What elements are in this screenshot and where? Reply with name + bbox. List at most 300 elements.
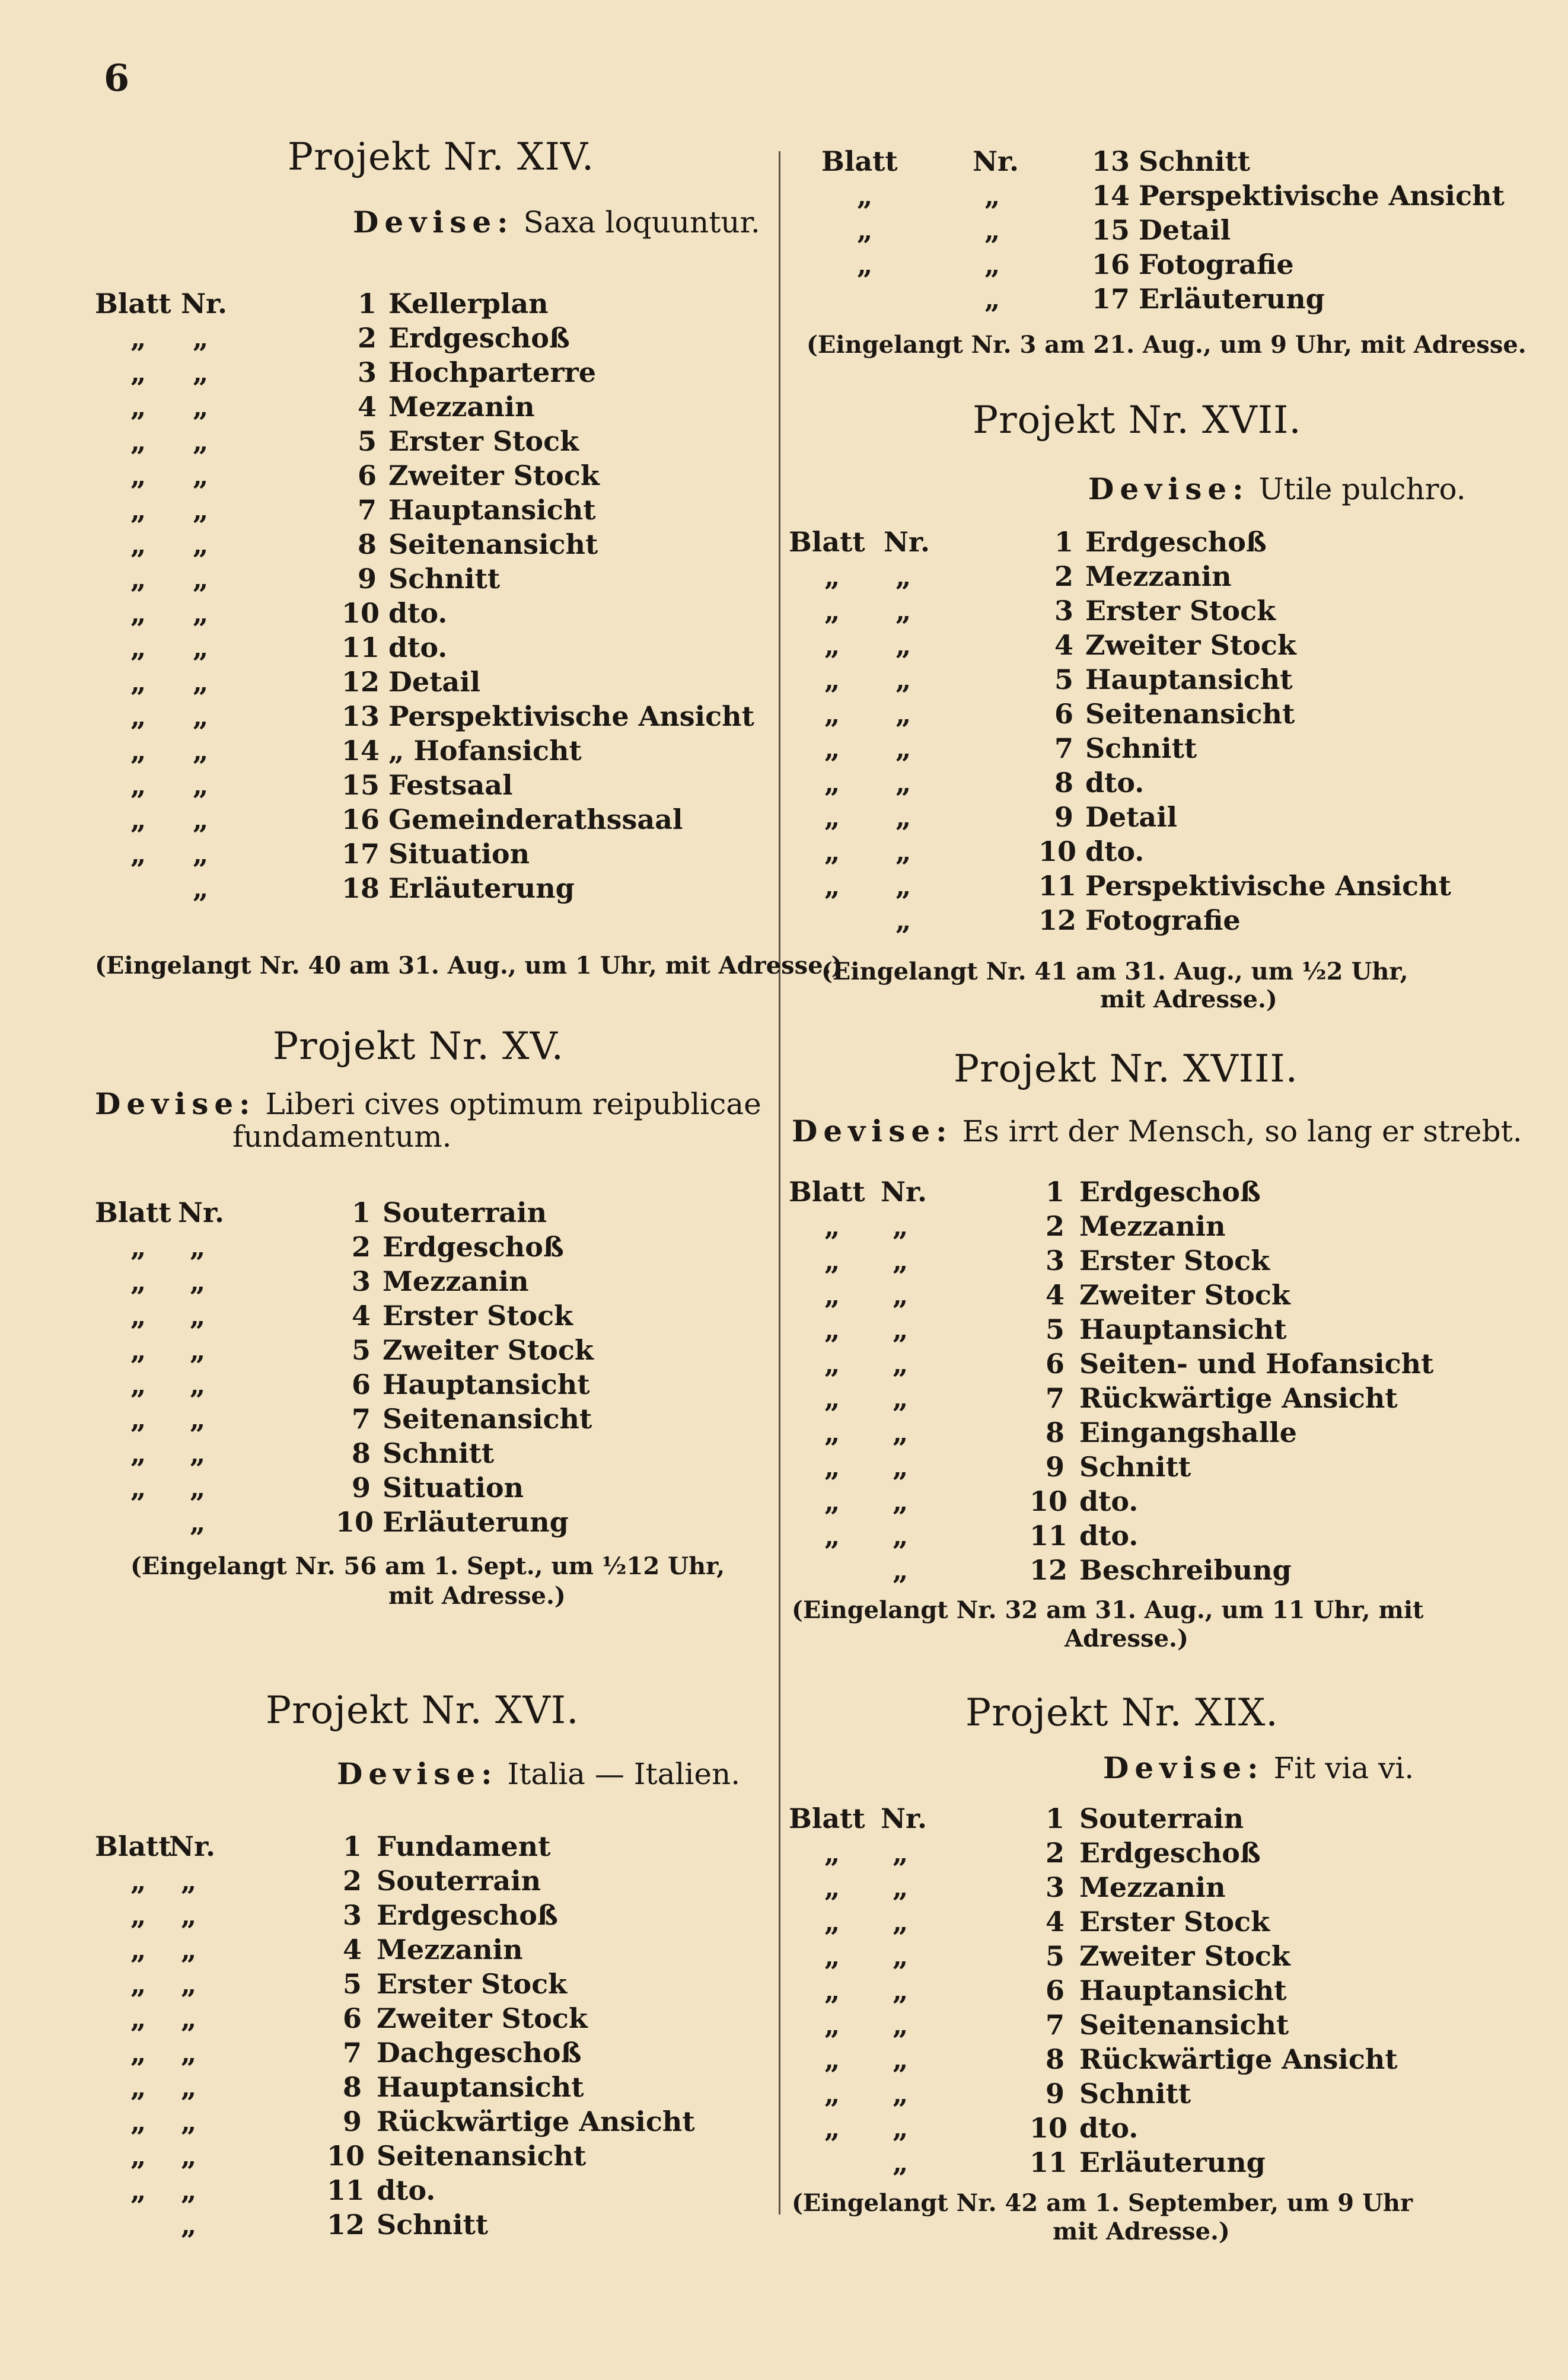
sheet-name: Dachgeschoß — [377, 2037, 582, 2069]
sheet-number: 14 — [342, 735, 380, 767]
sheet-number: 9 — [352, 1472, 371, 1504]
sheet-number: 16 — [1092, 248, 1130, 280]
nr-label: „ — [895, 767, 912, 799]
nr-label: „ — [895, 801, 912, 833]
blatt-label: „ — [824, 1837, 840, 1869]
motto-label: Devise: — [1103, 1750, 1264, 1785]
sheet-number: 8 — [343, 2071, 362, 2103]
submission-note: (Eingelangt Nr. 32 am 31. Aug., um 11 Uhr, mit — [792, 1596, 1424, 1624]
project-motto — [337, 1756, 740, 1791]
sheet-name: Erster Stock — [1085, 595, 1276, 627]
sheet-row — [789, 732, 1471, 767]
sheet-row — [789, 1871, 1471, 1906]
blatt-label: „ — [130, 700, 146, 732]
blatt-label: „ — [130, 2105, 146, 2137]
sheet-name: Seiten- und Hofansicht — [1079, 1348, 1434, 1380]
motto-label: Devise: — [1088, 471, 1250, 506]
blatt-label: „ — [130, 1899, 146, 1931]
blatt-label: „ — [857, 214, 873, 246]
sheet-row — [95, 1437, 759, 1472]
nr-label: „ — [193, 769, 209, 801]
sheet-number: 5 — [343, 1968, 362, 2000]
sheet-name: Seitenansicht — [383, 1403, 592, 1435]
sheet-row — [95, 666, 759, 700]
submission-note-continuation: mit Adresse.) — [1053, 2218, 1230, 2245]
nr-label: „ — [193, 528, 209, 560]
nr-label: „ — [893, 1485, 909, 1517]
nr-label: „ — [181, 2140, 197, 2172]
sheet-name: Mezzanin — [1079, 1210, 1226, 1242]
nr-label: „ — [895, 732, 912, 764]
sheet-row — [789, 214, 1471, 248]
sheet-row — [95, 872, 759, 907]
sheet-number: 3 — [352, 1265, 371, 1297]
motto-label: Devise: — [95, 1086, 256, 1121]
sheet-number: 11 — [1030, 1520, 1068, 1552]
sheet-name: dto. — [1079, 2112, 1139, 2144]
sheet-row — [95, 563, 759, 597]
sheet-name: Erdgeschoß — [1079, 1176, 1261, 1208]
sheet-row — [95, 1830, 759, 1865]
blatt-label: „ — [130, 2140, 146, 2172]
nr-label: „ — [893, 1279, 909, 1311]
page-number: 6 — [104, 56, 130, 100]
sheet-name: Rückwärtige Ansicht — [1079, 2043, 1398, 2075]
sheet-name: Hauptansicht — [1079, 1313, 1287, 1345]
sheet-name: Erster Stock — [388, 425, 579, 457]
sheet-number: 13 — [1092, 145, 1130, 177]
nr-label: „ — [193, 803, 209, 835]
sheet-number: 9 — [1054, 801, 1074, 833]
nr-label: „ — [193, 666, 209, 698]
blatt-label: „ — [130, 1865, 146, 1897]
sheet-name: Hauptansicht — [1079, 1974, 1287, 2006]
blatt-label: „ — [824, 835, 840, 867]
column-divider — [779, 151, 780, 2215]
submission-note: (Eingelangt Nr. 56 am 1. Sept., um ½12 Uhr, — [130, 1552, 725, 1580]
sheet-number: 12 — [327, 2209, 365, 2241]
blatt-label: „ — [824, 663, 840, 696]
blatt-label: „ — [130, 1934, 146, 1966]
submission-note-continuation: Adresse.) — [1065, 1625, 1188, 1652]
sheet-name: Erläuterung — [388, 872, 575, 904]
blatt-label: „ — [130, 1403, 146, 1435]
blatt-label: „ — [130, 494, 146, 526]
nr-label: „ — [190, 1334, 206, 1366]
sheet-row — [95, 769, 759, 803]
blatt-label: „ — [824, 1906, 840, 1938]
sheet-row — [95, 597, 759, 631]
project-title: Projekt Nr. XVII. — [973, 398, 1302, 442]
nr-label: „ — [895, 835, 912, 867]
sheet-name: Mezzanin — [383, 1265, 529, 1297]
sheet-name: Erläuterung — [383, 1506, 569, 1538]
sheet-number: 13 — [342, 700, 380, 732]
blatt-label: „ — [130, 597, 146, 629]
nr-label: „ — [893, 2078, 909, 2110]
blatt-label: „ — [130, 1437, 146, 1469]
blatt-label: „ — [130, 1968, 146, 2000]
sheet-number: 5 — [352, 1334, 371, 1366]
sheet-number: 11 — [1030, 2146, 1068, 2178]
sheet-number: 17 — [1092, 283, 1130, 315]
nr-label: „ — [193, 322, 209, 354]
nr-label: „ — [893, 2043, 909, 2075]
sheet-row — [789, 526, 1471, 560]
sheet-number: 18 — [342, 872, 380, 904]
sheet-name: Situation — [388, 838, 530, 870]
blatt-label: „ — [130, 356, 146, 388]
sheet-number: 10 — [342, 597, 380, 629]
sheet-number: 2 — [358, 322, 377, 354]
blatt-label: „ — [130, 1265, 146, 1297]
sheet-row — [789, 1837, 1471, 1871]
sheet-number: 5 — [1046, 1313, 1065, 1345]
sheet-number: 6 — [1046, 1348, 1065, 1380]
sheet-number: 6 — [1046, 1974, 1065, 2006]
sheet-name: „ Hofansicht — [388, 735, 582, 767]
sheet-name: Zweiter Stock — [1085, 629, 1296, 661]
sheet-number: 1 — [1054, 526, 1074, 558]
sheet-row — [95, 2105, 759, 2140]
sheet-row — [95, 631, 759, 666]
sheet-name: Schnitt — [388, 563, 501, 595]
nr-label: „ — [190, 1403, 206, 1435]
nr-label: „ — [193, 735, 209, 767]
sheet-row — [789, 180, 1505, 214]
nr-label: „ — [193, 563, 209, 595]
sheet-row — [95, 700, 759, 735]
sheet-row — [95, 1865, 759, 1899]
sheet-number: 6 — [352, 1368, 371, 1400]
sheet-row — [95, 1472, 759, 1506]
sheet-row — [95, 494, 759, 528]
motto-text: Liberi cives optimum reipublicae — [265, 1087, 761, 1121]
sheet-number: 11 — [1038, 870, 1077, 902]
sheet-name: dto. — [388, 631, 448, 663]
sheet-name: Zweiter Stock — [383, 1334, 594, 1366]
sheet-row — [95, 1403, 759, 1437]
blatt-label: „ — [130, 322, 146, 354]
sheet-name: Fotografie — [1085, 904, 1241, 936]
sheet-row — [95, 528, 759, 563]
sheet-row — [789, 1554, 1471, 1588]
sheet-name: dto. — [377, 2174, 436, 2206]
blatt-label: Blatt — [789, 1802, 865, 1835]
sheet-name: Detail — [1139, 214, 1231, 246]
sheet-name: Seitenansicht — [377, 2140, 587, 2172]
blatt-label: „ — [824, 801, 840, 833]
sheet-name: Erdgeschoß — [388, 322, 570, 354]
nr-label: „ — [984, 248, 1000, 280]
nr-label: Nr. — [178, 1197, 225, 1229]
submission-note-continuation: mit Adresse.) — [1100, 985, 1277, 1013]
sheet-number: 2 — [1046, 1837, 1065, 1869]
sheet-name: Erläuterung — [1139, 283, 1325, 315]
sheet-name: Situation — [383, 1472, 524, 1504]
sheet-name: Kellerplan — [388, 288, 549, 320]
nr-label: „ — [893, 1451, 909, 1483]
nr-label: „ — [895, 870, 912, 902]
sheet-name: Schnitt — [377, 2209, 489, 2241]
sheet-row — [789, 801, 1471, 835]
sheet-name: Fotografie — [1139, 248, 1294, 280]
nr-label: „ — [893, 2112, 909, 2144]
nr-label: „ — [893, 1837, 909, 1869]
sheet-row — [789, 1906, 1471, 1940]
motto-label: Devise: — [337, 1756, 498, 1791]
nr-label: „ — [181, 2105, 197, 2137]
blatt-label: „ — [824, 698, 840, 730]
blatt-label: Blatt — [95, 1830, 171, 1862]
sheet-number: 8 — [1046, 2043, 1065, 2075]
blatt-label: „ — [130, 666, 146, 698]
blatt-label: Blatt — [789, 1176, 865, 1208]
nr-label: „ — [193, 838, 209, 870]
sheet-number: 6 — [1054, 698, 1074, 730]
nr-label: „ — [193, 700, 209, 732]
blatt-label: „ — [130, 460, 146, 492]
blatt-label: „ — [130, 735, 146, 767]
sheet-row — [95, 1368, 759, 1403]
blatt-label: „ — [824, 767, 840, 799]
sheet-number: 12 — [1038, 904, 1077, 936]
blatt-label: „ — [130, 391, 146, 423]
nr-label: „ — [893, 1416, 909, 1449]
blatt-label: „ — [824, 2112, 840, 2144]
nr-label: Nr. — [884, 526, 930, 558]
blatt-label: „ — [130, 2174, 146, 2206]
sheet-name: Erster Stock — [383, 1300, 573, 1332]
blatt-label: „ — [824, 2043, 840, 2075]
sheet-number: 9 — [343, 2105, 362, 2137]
blatt-label: „ — [824, 2078, 840, 2110]
nr-label: „ — [893, 1940, 909, 1972]
project-title: Projekt Nr. XIV. — [288, 135, 595, 179]
project-title: Projekt Nr. XV. — [273, 1025, 564, 1068]
blatt-label: „ — [824, 1313, 840, 1345]
sheet-row — [789, 560, 1471, 595]
sheet-name: Eingangshalle — [1079, 1416, 1297, 1449]
sheet-name: Hauptansicht — [1085, 663, 1293, 696]
sheet-name: Seitenansicht — [388, 528, 598, 560]
sheet-number: 15 — [342, 769, 380, 801]
project-motto — [353, 205, 760, 240]
blatt-label: Blatt — [789, 526, 865, 558]
sheet-row — [789, 1520, 1471, 1554]
sheet-row — [95, 2071, 759, 2105]
sheet-name: Festsaal — [388, 769, 513, 801]
sheet-row — [789, 1974, 1471, 2009]
blatt-label: „ — [130, 803, 146, 835]
sheet-name: Perspektivische Ansicht — [388, 700, 754, 732]
blatt-label: „ — [130, 769, 146, 801]
sheet-row — [95, 2037, 759, 2071]
blatt-label: „ — [857, 180, 873, 212]
nr-label: „ — [893, 1906, 909, 1938]
sheet-row — [789, 2043, 1471, 2078]
sheet-row — [95, 1231, 759, 1265]
sheet-name: dto. — [1079, 1520, 1139, 1552]
sheet-row — [95, 1197, 759, 1231]
nr-label: „ — [895, 560, 912, 592]
sheet-row — [789, 283, 1471, 317]
sheet-number: 3 — [343, 1899, 362, 1931]
sheet-number: 7 — [1046, 1382, 1065, 1414]
sheet-number: 4 — [358, 391, 377, 423]
sheet-number: 1 — [1046, 1802, 1065, 1835]
sheet-row — [789, 629, 1471, 663]
sheet-name: Zweiter Stock — [388, 460, 600, 492]
sheet-name: Zweiter Stock — [1079, 1940, 1290, 1972]
nr-label: „ — [893, 2009, 909, 2041]
blatt-label: „ — [130, 838, 146, 870]
blatt-label: „ — [824, 629, 840, 661]
sheet-row — [789, 1245, 1471, 1279]
blatt-label: „ — [824, 1520, 840, 1552]
nr-label: „ — [190, 1437, 206, 1469]
sheet-name: Erdgeschoß — [383, 1231, 564, 1263]
nr-label: „ — [181, 2209, 197, 2241]
sheet-row — [789, 1176, 1471, 1210]
sheet-name: Mezzanin — [388, 391, 535, 423]
sheet-row — [789, 2146, 1471, 2181]
sheet-row — [789, 2078, 1471, 2112]
nr-label: „ — [893, 1348, 909, 1380]
sheet-number: 1 — [358, 288, 377, 320]
sheet-row — [95, 803, 759, 838]
blatt-label: „ — [130, 528, 146, 560]
sheet-name: Souterrain — [383, 1197, 547, 1229]
sheet-name: Erdgeschoß — [377, 1899, 558, 1931]
sheet-number: 10 — [1038, 835, 1077, 867]
sheet-name: Zweiter Stock — [377, 2002, 588, 2034]
blatt-label: „ — [824, 732, 840, 764]
sheet-row — [95, 356, 759, 391]
sheet-number: 3 — [1046, 1245, 1065, 1277]
sheet-name: Hauptansicht — [383, 1368, 590, 1400]
sheet-name: Fundament — [377, 1830, 551, 1862]
sheet-number: 4 — [1046, 1906, 1065, 1938]
sheet-number: 3 — [1046, 1871, 1065, 1903]
blatt-label: „ — [130, 1368, 146, 1400]
sheet-number: 4 — [1046, 1279, 1065, 1311]
sheet-number: 7 — [343, 2037, 362, 2069]
sheet-row — [789, 2112, 1471, 2146]
nr-label: „ — [193, 460, 209, 492]
sheet-number: 7 — [1054, 732, 1074, 764]
sheet-row — [789, 870, 1471, 904]
sheet-name: Erster Stock — [377, 1968, 567, 2000]
nr-label: „ — [181, 2071, 197, 2103]
nr-label: „ — [181, 1934, 197, 1966]
sheet-number: 9 — [358, 563, 377, 595]
sheet-row — [789, 663, 1471, 698]
sheet-name: Schnitt — [383, 1437, 495, 1469]
blatt-label: Blatt — [95, 288, 171, 320]
sheet-row — [789, 1485, 1471, 1520]
sheet-row — [789, 904, 1471, 939]
submission-note: (Eingelangt Nr. 42 am 1. September, um 9 Uhr — [792, 2189, 1413, 2217]
nr-label: „ — [895, 904, 912, 936]
blatt-label: „ — [130, 425, 146, 457]
sheet-row — [95, 1968, 759, 2002]
sheet-name: Erdgeschoß — [1085, 526, 1267, 558]
blatt-label: Blatt — [95, 1197, 171, 1229]
nr-label: Nr. — [973, 145, 1019, 177]
sheet-name: dto. — [1085, 767, 1145, 799]
submission-note: (Eingelangt Nr. 40 am 31. Aug., um 1 Uhr, mit Adresse.) — [95, 952, 843, 980]
blatt-label: „ — [130, 2002, 146, 2034]
blatt-label: „ — [824, 1485, 840, 1517]
sheet-number: 5 — [1054, 663, 1074, 696]
sheet-row — [789, 1279, 1471, 1313]
nr-label: „ — [190, 1368, 206, 1400]
nr-label: „ — [895, 698, 912, 730]
sheet-row — [789, 1940, 1471, 1974]
nr-label: „ — [190, 1472, 206, 1504]
sheet-row — [95, 2174, 759, 2209]
blatt-label: „ — [130, 2037, 146, 2069]
sheet-row — [789, 1802, 1471, 1837]
sheet-number: 2 — [352, 1231, 371, 1263]
sheet-name: Souterrain — [1079, 1802, 1244, 1835]
sheet-row — [789, 1451, 1471, 1485]
project-motto — [95, 1086, 761, 1121]
sheet-name: Detail — [1085, 801, 1178, 833]
blatt-label: „ — [130, 1334, 146, 1366]
sheet-number: 10 — [336, 1506, 374, 1538]
nr-label: Nr. — [169, 1830, 216, 1862]
sheet-row — [789, 698, 1471, 732]
blatt-label: „ — [824, 1279, 840, 1311]
motto-label: Devise: — [353, 205, 514, 240]
sheet-row — [789, 1348, 1471, 1382]
sheet-number: 2 — [343, 1865, 362, 1897]
sheet-number: 3 — [1054, 595, 1074, 627]
sheet-name: Hauptansicht — [377, 2071, 584, 2103]
sheet-name: Rückwärtige Ansicht — [1079, 1382, 1398, 1414]
submission-note: (Eingelangt Nr. 3 am 21. Aug., um 9 Uhr, mit Adresse. — [807, 331, 1526, 359]
motto-text: Utile pulchro. — [1258, 472, 1466, 506]
sheet-name: Erster Stock — [1079, 1245, 1270, 1277]
blatt-label: „ — [130, 1472, 146, 1504]
sheet-number: 4 — [343, 1934, 362, 1966]
sheet-row — [95, 2140, 759, 2174]
blatt-label: „ — [857, 248, 873, 280]
sheet-number: 2 — [1054, 560, 1074, 592]
sheet-name: Schnitt — [1079, 1451, 1191, 1483]
sheet-number: 8 — [352, 1437, 371, 1469]
sheet-row — [789, 145, 1471, 180]
sheet-number: 1 — [343, 1830, 362, 1862]
nr-label: „ — [193, 356, 209, 388]
sheet-number: 6 — [343, 2002, 362, 2034]
nr-label: „ — [193, 597, 209, 629]
sheet-number: 4 — [352, 1300, 371, 1332]
nr-label: „ — [190, 1265, 206, 1297]
blatt-label: „ — [824, 1245, 840, 1277]
sheet-row — [95, 288, 759, 322]
blatt-label: „ — [824, 2009, 840, 2041]
sheet-row — [95, 1334, 759, 1368]
sheet-number: 5 — [358, 425, 377, 457]
sheet-row — [789, 1382, 1471, 1416]
nr-label: „ — [893, 1245, 909, 1277]
sheet-name: Souterrain — [377, 1865, 541, 1897]
sheet-row — [789, 595, 1471, 629]
nr-label: „ — [893, 1974, 909, 2006]
